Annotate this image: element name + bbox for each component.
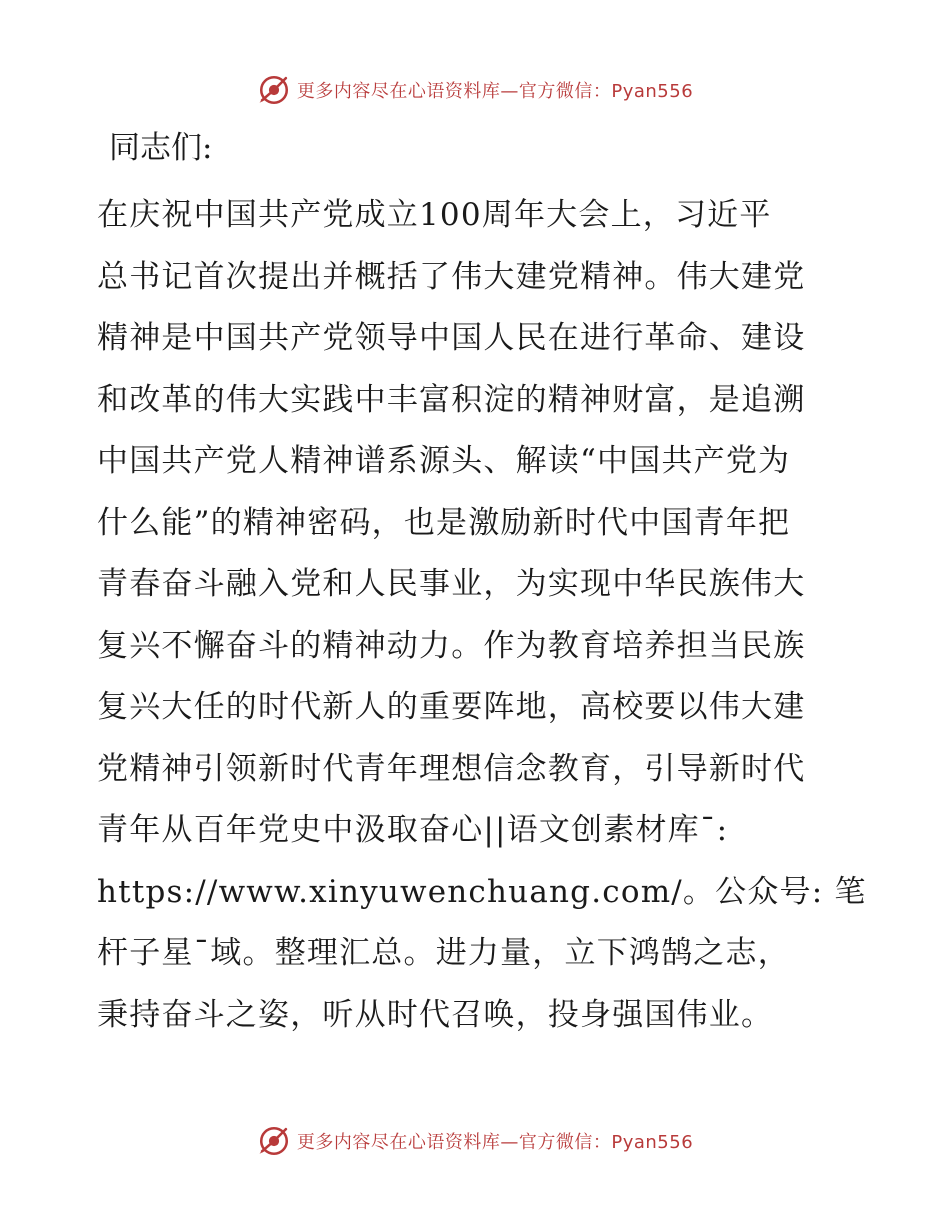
salutation: 同志们:: [109, 130, 213, 166]
text-line: 青年从百年党史中汲取奋心||语文创素材库¯:: [97, 812, 729, 848]
text-line: 什么能”的精神密码，也是激励新时代中国青年把: [97, 504, 791, 541]
brand-logo-icon: [257, 73, 291, 107]
text-line: https://www.xinyuwenchuang.com/。公众号: 笔: [97, 873, 867, 910]
text-line: 在庆祝中国共产党成立100周年大会上，习近平: [97, 197, 772, 233]
wechat-id: Pyan556: [611, 1132, 694, 1153]
text-line: 精神是中国共产党领导中国人民在进行革命、建设: [97, 320, 806, 356]
text-line: 杆子星¯域。整理汇总。进力量，立下鸿鹄之志，: [97, 935, 790, 971]
text-line: 青春奋斗融入党和人民事业，为实现中华民族伟大: [97, 566, 806, 602]
document-body: [97, 124, 867, 1046]
text-line: 秉持奋斗之姿，听从时代召唤，投身强国伟业。: [97, 996, 774, 1033]
footer-banner: [0, 1121, 950, 1161]
brand-logo-icon: [257, 1124, 291, 1158]
text-line: 和改革的伟大实践中丰富积淀的精神财富，是追溯: [97, 381, 806, 418]
text-line: 党精神引领新时代青年理想信念教育，引导新时代: [97, 750, 806, 787]
body-paragraph: [97, 185, 867, 1046]
text-line: 复兴不懈奋斗的精神动力。作为教育培养担当民族: [97, 627, 806, 664]
text-line: 总书记首次提出并概括了伟大建党精神。伟大建党: [97, 258, 806, 295]
text-line: 中国共产党人精神谱系源头、解读“中国共产党为: [97, 443, 791, 479]
wechat-id: Pyan556: [611, 81, 694, 102]
header-banner-text: 更多内容尽在心语资料库—官方微信：Pyan556: [296, 81, 694, 102]
text-line: 复兴大任的时代新人的重要阵地，高校要以伟大建: [97, 689, 806, 725]
footer-banner-text: 更多内容尽在心语资料库—官方微信：Pyan556: [296, 1132, 694, 1153]
header-banner: [0, 70, 950, 110]
